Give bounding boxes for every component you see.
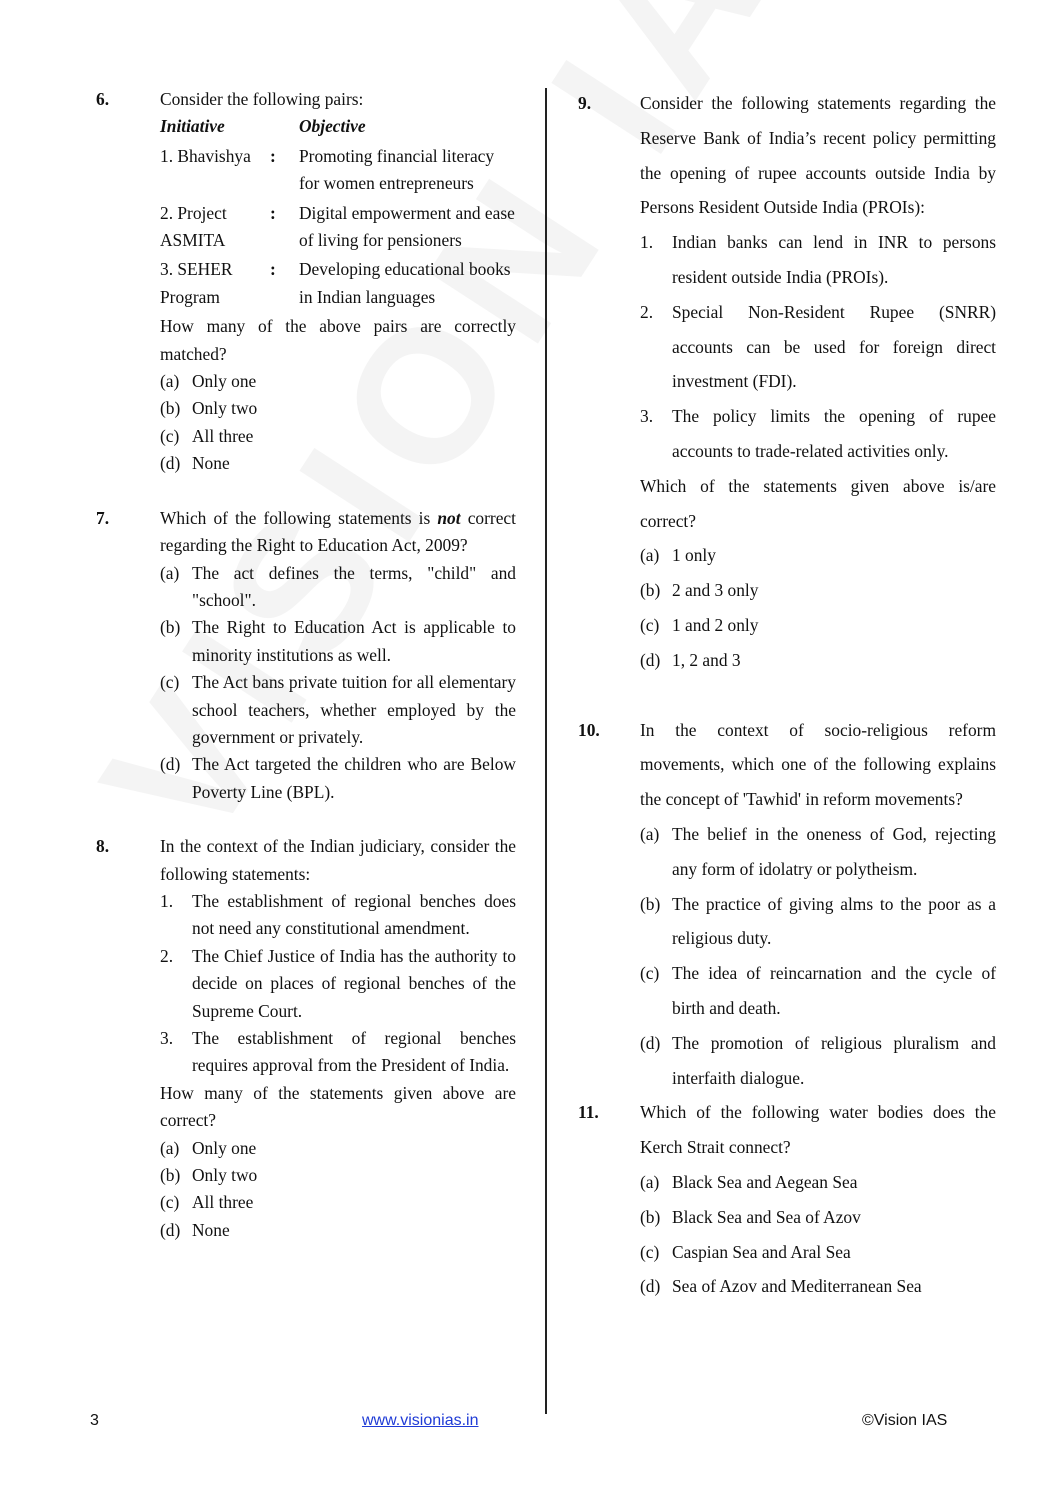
statement-2 <box>640 295 996 399</box>
column-header-initiative: Initiative <box>160 116 225 137</box>
question-8 <box>96 833 516 1244</box>
option-text: The promotion of religious pluralism and interfaith dialogue. <box>672 1032 996 1088</box>
option-text: Sea of Azov and Mediterranean Sea <box>672 1276 922 1297</box>
option-b[interactable] <box>640 573 996 608</box>
option-text: Black Sea and Sea of Azov <box>672 1206 861 1227</box>
option-a[interactable] <box>640 538 996 573</box>
option-label: (b) <box>160 398 181 419</box>
option-text: 2 and 3 only <box>672 580 759 601</box>
question-stem: In the context of socio-religious reform movements, which one of the following explains the concept of 'Tawhid' in reform movements? <box>640 719 996 810</box>
option-d[interactable] <box>160 1217 516 1244</box>
option-label: (a) <box>640 1171 660 1192</box>
option-label: (b) <box>160 617 181 638</box>
statement-text: Special Non-Resident Rupee (SNRR) accounts can be used for foreign direct investment (FDI). <box>672 301 996 392</box>
option-label: (d) <box>640 649 661 670</box>
option-label: (c) <box>640 1241 660 1262</box>
option-a[interactable] <box>640 817 996 887</box>
question-prompt: How many of the above pairs are correctly matched? <box>160 316 516 364</box>
question-11 <box>578 1095 996 1304</box>
option-label: (c) <box>160 672 180 693</box>
question-stem: Consider the following statements regarding the Reserve Bank of India’s recent policy permitting the opening of rupee accounts outside India by Persons Resident Outside India (PROIs): <box>640 93 996 218</box>
option-text: All three <box>192 425 254 446</box>
right-column <box>578 86 996 1304</box>
question-number: 8. <box>96 836 110 857</box>
question-number: 10. <box>578 719 600 740</box>
left-column <box>96 86 516 1244</box>
website-link[interactable]: www.visionias.in <box>362 1412 479 1429</box>
pair-row <box>160 143 516 200</box>
option-a[interactable] <box>640 1165 996 1200</box>
option-text: 1 and 2 only <box>672 614 759 635</box>
statement-text: The establishment of regional benches does not need any constitutional amendment. <box>192 890 516 939</box>
option-label: (b) <box>160 1165 181 1186</box>
question-6 <box>96 86 516 478</box>
option-label: (c) <box>640 614 660 635</box>
option-a[interactable] <box>160 560 516 615</box>
option-label: (a) <box>160 1137 180 1158</box>
stem-emphasis: not <box>437 507 461 528</box>
option-d[interactable] <box>160 450 516 477</box>
column-divider <box>545 88 547 1414</box>
option-c[interactable] <box>160 423 516 450</box>
pair-initiative: 1. Bhavishya <box>160 145 251 166</box>
option-d[interactable] <box>160 751 516 806</box>
option-text: 1 only <box>672 545 716 566</box>
option-text: Only two <box>192 1165 258 1186</box>
statement-label: 1. <box>160 890 174 911</box>
option-text: None <box>192 453 230 474</box>
option-text: All three <box>192 1192 254 1213</box>
pair-objective: Promoting financial literacy for women entrepreneurs <box>299 145 495 194</box>
column-header-objective: Objective <box>299 116 366 137</box>
page-number: 3 <box>90 1412 99 1429</box>
option-text: Only one <box>192 1137 257 1158</box>
option-a[interactable] <box>160 368 516 395</box>
statement-label: 3. <box>160 1028 174 1048</box>
statement-label: 1. <box>640 232 654 253</box>
option-b[interactable] <box>640 887 996 957</box>
option-label: (c) <box>640 963 660 984</box>
option-text: The practice of giving alms to the poor as a religious duty. <box>672 893 996 949</box>
pair-initiative: 3. SEHER Program <box>160 259 233 307</box>
pair-initiative: 2. Project ASMITA <box>160 202 227 251</box>
pair-separator: : <box>270 259 276 280</box>
option-text: None <box>192 1219 230 1240</box>
stem-text: correct regarding the Right to Education Act, 2009? <box>160 507 516 556</box>
question-stem <box>160 505 516 560</box>
option-text: 1, 2 and 3 <box>672 649 741 670</box>
question-prompt: Which of the statements given above is/are correct? <box>640 475 996 531</box>
question-number: 9. <box>578 93 592 113</box>
statement-2 <box>160 943 516 1025</box>
statement-text: The Chief Justice of India has the authority to decide on places of regional benches of the Supreme Court. <box>192 945 516 1021</box>
option-c[interactable] <box>640 1235 996 1270</box>
option-label: (a) <box>640 823 660 844</box>
pair-row <box>160 256 516 313</box>
pair-separator: : <box>270 202 276 223</box>
option-text: The belief in the oneness of God, rejecting any form of idolatry or polytheism. <box>672 823 996 879</box>
option-text: The Act bans private tuition for all elementary school teachers, whether employed by the government or privately. <box>192 672 516 747</box>
question-stem: Which of the following water bodies does the Kerch Strait connect? <box>640 1102 996 1158</box>
option-c[interactable] <box>640 608 996 643</box>
copyright-text: ©Vision IAS <box>862 1412 948 1429</box>
option-label: (a) <box>640 545 660 566</box>
question-number: 7. <box>96 507 110 528</box>
question-10 <box>578 713 996 1096</box>
statement-text: The policy limits the opening of rupee accounts to trade-related activities only. <box>672 406 996 461</box>
option-label: (d) <box>160 754 181 775</box>
pairs-table <box>160 113 516 313</box>
option-label: (c) <box>160 1192 180 1213</box>
pair-objective: Developing educational books in Indian languages <box>299 259 511 307</box>
question-9 <box>578 86 996 678</box>
option-d[interactable] <box>640 1269 996 1304</box>
option-text: The idea of reincarnation and the cycle of birth and death. <box>672 963 996 1018</box>
option-label: (d) <box>640 1276 661 1297</box>
question-number: 6. <box>96 89 110 109</box>
question-7 <box>96 505 516 806</box>
statement-text: Indian banks can lend in INR to persons resident outside India (PROIs). <box>672 232 996 287</box>
option-label: (a) <box>160 562 180 583</box>
option-c[interactable] <box>160 669 516 751</box>
option-text: Only two <box>192 398 258 419</box>
statement-label: 3. <box>640 406 654 427</box>
pair-separator: : <box>270 145 276 166</box>
option-label: (b) <box>640 893 661 914</box>
pair-row <box>160 200 516 257</box>
statement-3 <box>640 399 996 469</box>
option-label: (d) <box>160 453 181 474</box>
stem-text: Which of the following statements is <box>160 507 431 528</box>
option-label: (b) <box>640 1206 661 1227</box>
statement-1 <box>160 888 516 943</box>
option-d[interactable] <box>640 1026 996 1096</box>
option-b[interactable] <box>160 395 516 422</box>
question-stem: Consider the following pairs: <box>160 89 364 109</box>
question-number: 11. <box>578 1102 599 1123</box>
option-text: Caspian Sea and Aral Sea <box>672 1241 851 1262</box>
option-label: (b) <box>640 580 661 601</box>
option-text: The Right to Education Act is applicable to minority institutions as well. <box>192 617 516 665</box>
option-b[interactable] <box>160 614 516 669</box>
option-b[interactable] <box>160 1162 516 1189</box>
question-stem: In the context of the Indian judiciary, consider the following statements: <box>160 836 516 884</box>
option-label: (c) <box>160 425 180 446</box>
question-prompt: How many of the statements given above are correct? <box>160 1082 516 1131</box>
option-text: The act defines the terms, "child" and "school". <box>192 562 516 610</box>
pair-objective: Digital empowerment and ease of living for pensioners <box>299 202 515 251</box>
option-label: (d) <box>640 1032 661 1053</box>
option-d[interactable] <box>640 643 996 678</box>
option-text: Black Sea and Aegean Sea <box>672 1171 858 1192</box>
statement-1 <box>640 225 996 295</box>
option-text: The Act targeted the children who are Below Poverty Line (BPL). <box>192 754 516 802</box>
option-text: Only one <box>192 371 257 392</box>
option-a[interactable] <box>160 1135 516 1162</box>
option-label: (d) <box>160 1219 181 1240</box>
statement-text: The establishment of regional benches requires approval from the President of India. <box>192 1028 516 1076</box>
option-c[interactable] <box>160 1189 516 1216</box>
statement-3 <box>160 1025 516 1080</box>
option-b[interactable] <box>640 1200 996 1235</box>
statement-label: 2. <box>640 301 654 322</box>
option-label: (a) <box>160 371 180 392</box>
statement-label: 2. <box>160 945 174 966</box>
option-c[interactable] <box>640 956 996 1026</box>
